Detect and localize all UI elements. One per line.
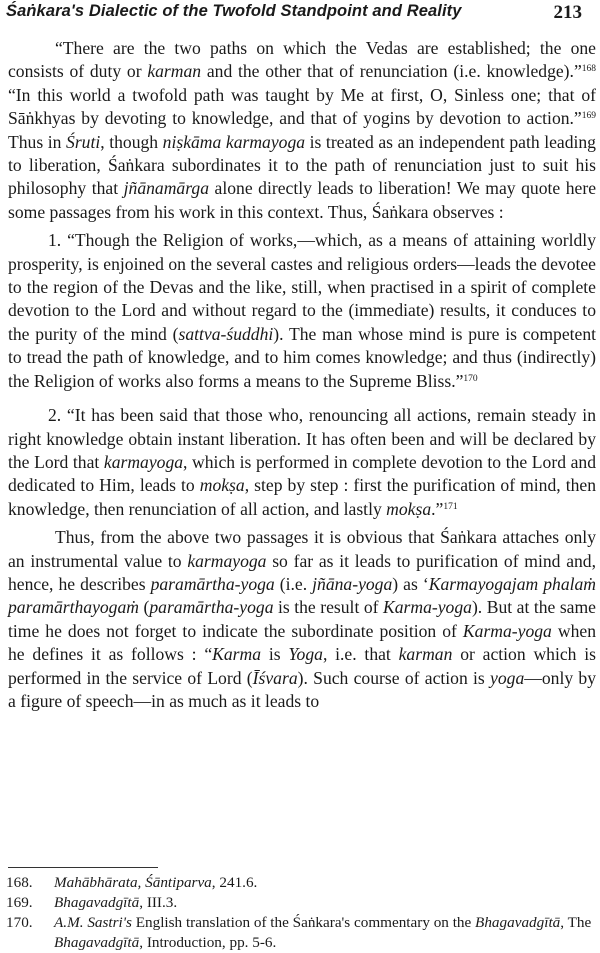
text-run: is the result of <box>273 597 383 618</box>
text-run: , though <box>100 131 163 152</box>
italic-term: karman <box>398 644 453 665</box>
footnote-168 <box>2 873 592 893</box>
paragraph-2 <box>8 229 596 393</box>
text-run: ). But at the same time he does not forget to indicate the subordinate position of <box>8 597 596 641</box>
text-run: so far as it leads to purification of mind and, hence, he describes <box>8 550 597 594</box>
text-run: .” <box>431 498 444 519</box>
text-run: 1. “Though the Religion of works,—which, as a means of attaining worldly prosperity, is enjoined on the several castes and religious orders—leads the devotee to the region of the Devas and the like, still, when practised in a spirit of complete devotion to the Lord and without regard to the (immediate) results, it conduces to the purity of the mind ( <box>8 230 596 344</box>
italic-term: jñāna-yoga <box>312 573 393 594</box>
text-run: —only by a figure of speech—in as much as it leads to <box>8 667 596 711</box>
italic-term: paramārtha-yoga <box>149 597 274 618</box>
footnote-title: A.M. Sastri's <box>54 914 132 931</box>
text-run: 2. “It has been said that those who, renouncing all actions, remain steady in right knowledge obtain instant liberation. It has often been and will be declared by the Lord that <box>8 405 596 472</box>
italic-term: niṣkāma karmayoga <box>162 131 306 152</box>
body-text <box>8 37 596 713</box>
text-run: ). Such course of action is <box>297 667 491 688</box>
italic-term: Karmayogajam phalaṁ paramārthayogaṁ <box>8 573 597 618</box>
paragraph-1 <box>8 37 596 224</box>
italic-term: paramārtha-yoga <box>150 573 275 594</box>
footnote-number: 168. <box>6 874 33 891</box>
italic-term: Śruti <box>66 131 101 152</box>
footnote-ref[interactable]: 168 <box>581 64 596 75</box>
italic-term: sattva-śuddhi <box>178 323 274 344</box>
text-run: Thus in <box>8 131 67 152</box>
text-run: , step by step : first the purification of mind, then knowledge, then renunciation of all action, and lastly <box>8 475 596 519</box>
text-run: , which is performed in complete devotion to the Lord and dedicated to Him, leads to <box>8 451 596 496</box>
footnote-divider <box>8 867 158 868</box>
text-run: when he defines it as follows : “ <box>8 620 596 665</box>
text-run: ) as ‘ <box>392 573 429 594</box>
italic-term: Īśvara <box>252 667 298 688</box>
page-header <box>6 2 590 28</box>
italic-term: karmayoga <box>187 550 267 571</box>
italic-term: Karma <box>212 644 262 665</box>
footnote-text: , The <box>560 914 592 931</box>
footnote-ref[interactable]: 171 <box>443 501 458 512</box>
text-run: , i.e. that <box>322 644 399 665</box>
italic-term: karman <box>147 61 202 82</box>
text-run: ( <box>138 597 150 618</box>
text-run: or action which is performed in the service of Lord ( <box>8 644 596 688</box>
footnote-text: , 241.6. <box>211 874 258 891</box>
footnote-ref[interactable]: 170 <box>463 373 478 384</box>
text-run: “In this world a twofold path was taught by Me at first, O, Sinless one; that of Sāṅkhyas by devoting to knowledge, and that of yogins by devotion to action.” <box>8 84 596 129</box>
running-head: Śaṅkara's Dialectic of the Twofold Standpoint and Reality <box>6 2 462 20</box>
text-run: “There are the two paths on which the Vedas are established; the one consists of duty or <box>8 38 596 82</box>
paragraph-3 <box>8 404 596 521</box>
footnote-169 <box>2 893 592 913</box>
text-run: is <box>261 644 289 665</box>
italic-term: karmayoga <box>103 451 184 472</box>
footnote-text: English translation of the Śaṅkara's commentary on the <box>131 914 476 931</box>
italic-term: mokṣa <box>386 498 432 519</box>
text-run: alone directly leads to liberation! We may quote here some passages from his work in this context. Thus, Śaṅkara observes : <box>8 178 597 222</box>
footnote-title: Bhagavadgītā <box>54 894 140 911</box>
paragraph-4 <box>8 526 596 713</box>
footnotes <box>2 873 592 953</box>
footnote-text: , Introduction, pp. 5-6. <box>139 934 277 951</box>
text-run: is treated as an independent path leading to liberation, Śaṅkara subordinates it to the path of renunciation just to suit his philosophy that <box>8 131 596 199</box>
italic-term: Karma-yoga <box>462 620 552 641</box>
footnote-ref[interactable]: 169 <box>581 111 596 122</box>
text-run: Thus, from the above two passages it is obvious that Śaṅkara attaches only an instrumental value to <box>8 527 596 571</box>
footnote-title: Bhagavadgītā <box>475 914 561 931</box>
italic-term: mokṣa <box>199 475 245 496</box>
italic-term: jñānamārga <box>123 178 210 199</box>
italic-term: Yoga <box>288 644 323 665</box>
text-run: and the other that of renunciation (i.e. knowledge).” <box>201 61 582 82</box>
italic-term: Karma-yoga <box>383 597 472 618</box>
text-run: ). The man whose mind is pure is competent to tread the path of knowledge, and to him comes knowledge; and thus (indirectly) the Religion of works also forms a means to the Supreme Bliss.” <box>8 323 597 391</box>
page-number: 213 <box>553 2 582 23</box>
footnote-title: Mahābhārata, Śāntiparva <box>54 874 212 891</box>
footnote-number: 170. <box>6 914 33 931</box>
footnote-170 <box>2 913 592 953</box>
text-run: (i.e. <box>274 573 313 594</box>
footnote-title: Bhagavadgītā <box>54 934 140 951</box>
footnote-text: , III.3. <box>139 894 178 911</box>
italic-term: yoga <box>490 667 525 688</box>
footnote-number: 169. <box>6 894 33 911</box>
